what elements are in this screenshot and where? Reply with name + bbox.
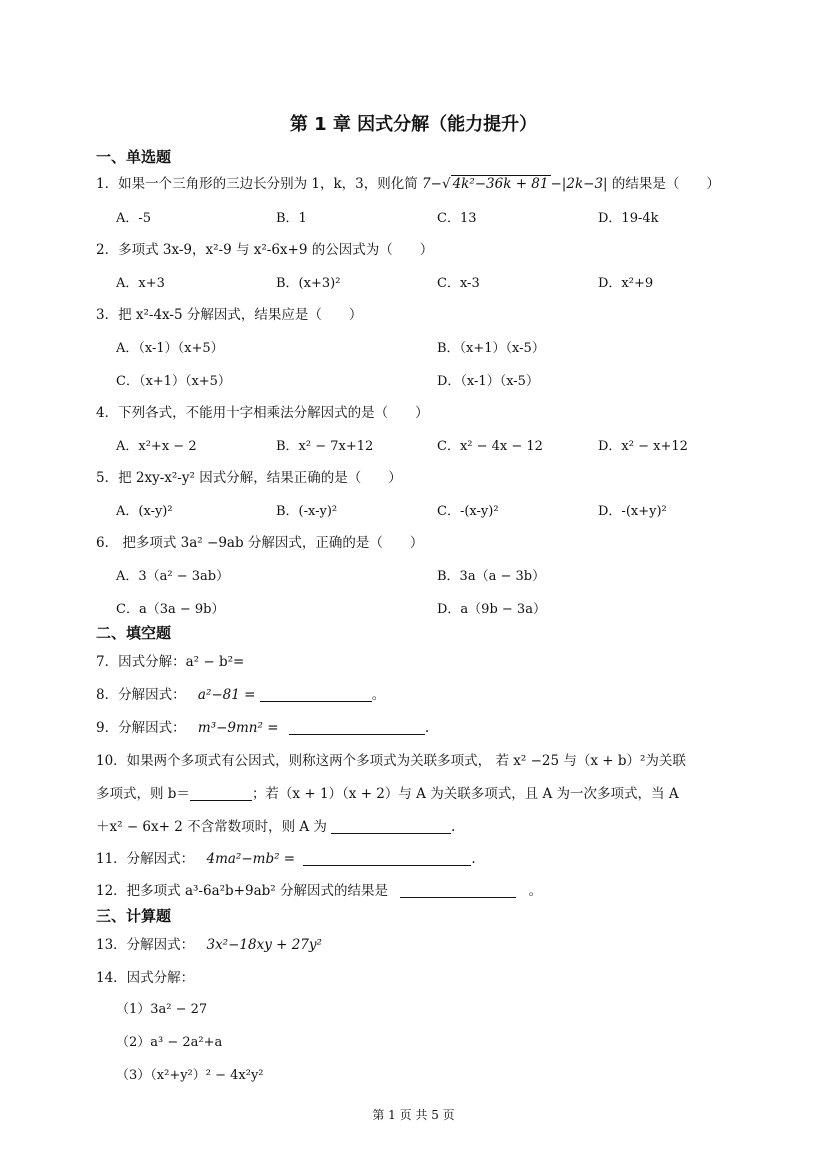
question-10-end: . [450, 819, 456, 835]
question-1-option-a: A．-5 [116, 211, 152, 226]
question-9-end: . [424, 720, 430, 736]
question-8 [96, 683, 385, 703]
question-9-answer-blank[interactable] [289, 720, 425, 735]
question-10-line-2 [96, 782, 679, 802]
question-12-stem: 12．把多项式 a³-6a²b+9ab² 分解因式的结果是 [96, 883, 388, 899]
page-title: 第 1 章 因式分解（能力提升） [289, 114, 538, 135]
question-1-option-d: D．19-4k [598, 211, 659, 226]
question-4-option-d: D．x² − x+12 [598, 439, 688, 454]
page-footer: 第 1 页 共 5 页 [372, 1108, 455, 1122]
question-11-expression: 4ma²−mb² = [206, 851, 296, 867]
question-4-option-a: A．x²+x − 2 [116, 439, 197, 454]
question-12 [96, 879, 542, 899]
question-11-end: . [471, 851, 476, 867]
question-1 [96, 172, 720, 192]
question-2: 2．多项式 3x-9，x²-9 与 x²-6x+9 的公因式为（ ） [96, 242, 434, 258]
question-1-option-c: C．13 [437, 211, 477, 226]
question-3-option-b: B．（x+1）（x-5） [437, 341, 545, 356]
section-heading-fill-blank: 二、填空题 [96, 624, 172, 642]
question-10-answer-blank-a[interactable] [331, 819, 451, 834]
question-4-option-b: B．x² − 7x+12 [276, 439, 374, 454]
question-5-option-a: A．(x-y)² [116, 504, 173, 519]
question-5-option-b: B．(-x-y)² [276, 504, 338, 519]
question-12-answer-blank[interactable] [400, 883, 516, 898]
question-1-stem-a: 1．如果一个三角形的三边长分别为 1，k，3，则化简 [96, 176, 418, 192]
question-10-answer-blank-b[interactable] [190, 786, 252, 801]
question-3-option-d: D．（x-1）（x-5） [437, 374, 539, 389]
question-8-end: 。 [371, 687, 386, 703]
question-6: 6． 把多项式 3a² −9ab 分解因式，正确的是（ ） [96, 535, 424, 551]
question-10-text-c: ＋x² − 6x+ 2 不含常数项时，则 A 为 [96, 819, 327, 835]
question-13-label: 13．分解因式： [96, 937, 195, 953]
question-14: 14．因式分解： [96, 970, 195, 986]
question-2-option-c: C．x-3 [437, 276, 480, 291]
question-10-text-a: 多项式，则 b＝ [96, 786, 190, 802]
question-5-option-c: C．-(x-y)² [437, 504, 499, 519]
section-heading-single-choice: 一、单选题 [96, 148, 172, 166]
question-8-answer-blank[interactable] [260, 687, 372, 702]
question-4: 4．下列各式，不能用十字相乘法分解因式的是（ ） [96, 405, 429, 421]
question-8-expression: a²−81 = [197, 687, 256, 703]
question-11-label: 11．分解因式： [96, 851, 195, 867]
question-1-stem-b: 的结果是（ ） [611, 176, 720, 192]
question-7: 7．因式分解：a² − b²= [96, 654, 245, 670]
question-12-end: 。 [528, 883, 543, 899]
question-2-option-b: B．(x+3)² [276, 276, 341, 291]
question-14-part-1: （1）3a² − 27 [116, 1002, 208, 1017]
section-heading-calculation: 三、计算题 [96, 907, 172, 925]
question-5-option-d: D．-(x+y)² [598, 504, 667, 519]
question-6-option-c: C．a（3a − 9b） [116, 602, 225, 617]
question-11-answer-blank[interactable] [303, 851, 471, 866]
question-3-option-a: A．（x-1）（x+5） [116, 341, 224, 356]
question-13-expression: 3x²−18xy + 27y² [206, 937, 322, 953]
question-11 [96, 847, 476, 867]
question-1-expression: 7−√ 4k²−36k + 81 −|2k−3| [422, 176, 608, 192]
question-3: 3．把 x²-4x-5 分解因式，结果应是（ ） [96, 307, 363, 323]
question-10-text-b: ；若（x + 1）（x + 2）与 A 为关联多项式，且 A 为一次多项式，当 A [251, 786, 679, 802]
question-6-option-b: B．3a（a − 3b） [437, 569, 546, 584]
question-6-option-a: A．3（a² − 3ab） [116, 569, 230, 584]
question-10-line-1: 10．如果两个多项式有公因式，则称这两个多项式为关联多项式， 若 x² −25 与（x + b）²为关联 [96, 753, 686, 769]
question-5: 5．把 2xy-x²-y² 因式分解，结果正确的是（ ） [96, 470, 402, 486]
question-2-option-d: D．x²+9 [598, 276, 654, 291]
question-6-option-d: D．a（9b − 3a） [437, 602, 546, 617]
question-10-line-3 [96, 815, 455, 835]
question-1-option-b: B．1 [276, 211, 307, 226]
question-9-expression: m³−9mn² = [197, 720, 279, 736]
question-2-option-a: A．x+3 [116, 276, 165, 291]
sqrt-symbol: √ 4k²−36k + 81 [441, 176, 549, 192]
question-4-option-c: C．x² − 4x − 12 [437, 439, 543, 454]
question-14-part-2: （2）a³ − 2a²+a [116, 1035, 223, 1050]
question-9-label: 9．分解因式： [96, 720, 186, 736]
question-14-part-3: （3）（x²+y²）² − 4x²y² [116, 1068, 264, 1083]
question-8-label: 8．分解因式： [96, 687, 186, 703]
question-9 [96, 716, 429, 736]
question-3-option-c: C．（x+1）（x+5） [116, 374, 231, 389]
question-13 [96, 933, 322, 953]
